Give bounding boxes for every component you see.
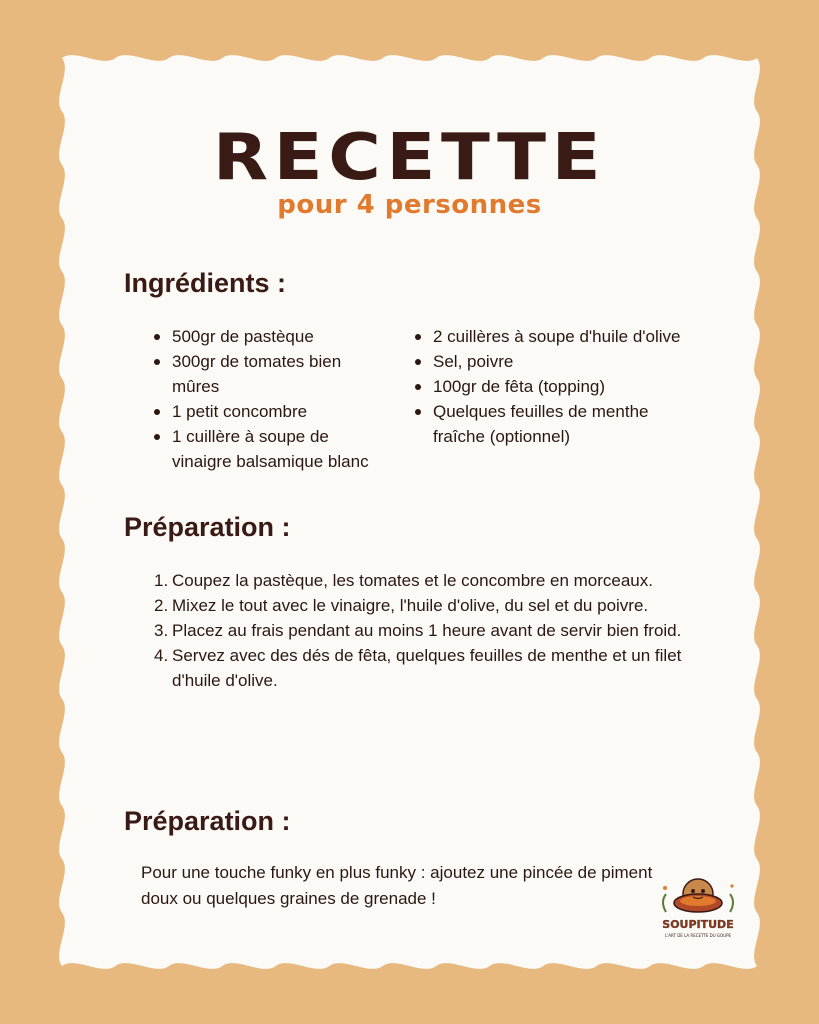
- preparation-heading: Préparation :: [124, 512, 291, 542]
- ingredients-list-right: [415, 324, 685, 449]
- ingredients-list-left: [154, 324, 384, 474]
- soupitude-logo: [656, 872, 740, 942]
- step-number: 3.: [154, 621, 169, 640]
- logo-tagline: L'ART DE LA RECETTE DU GOUPE: [664, 933, 732, 938]
- tip-text: Pour une touche funky en plus funky : ajoutez une pincée de piment doux ou quelques graines de grenade !: [141, 863, 653, 908]
- page-subtitle: pour 4 personnes: [277, 190, 542, 220]
- step-text: Coupez la pastèque, les tomates et le concombre en morceaux.: [172, 571, 653, 590]
- list-item: Quelques feuilles de menthe fraîche (optionnel): [415, 399, 685, 449]
- step-item: [154, 643, 684, 693]
- step-text: Mixez le tout avec le vinaigre, l'huile d'olive, du sel et du poivre.: [172, 596, 649, 615]
- list-item: 1 cuillère à soupe de vinaigre balsamique blanc: [154, 424, 384, 474]
- list-item: 300gr de tomates bien mûres: [154, 349, 384, 399]
- step-number: 1.: [154, 571, 169, 590]
- logo-name: SOUPITUDE: [662, 918, 734, 931]
- step-number: 4.: [154, 646, 169, 665]
- list-item: 2 cuillères à soupe d'huile d'olive: [415, 324, 685, 349]
- step-item: [154, 568, 684, 593]
- page-title: RECETTE: [212, 121, 607, 195]
- step-text: Placez au frais pendant au moins 1 heure avant de servir bien froid.: [172, 621, 682, 640]
- preparation-steps: [154, 568, 684, 693]
- list-item: Sel, poivre: [415, 349, 685, 374]
- list-item: 500gr de pastèque: [154, 324, 384, 349]
- step-item: [154, 593, 684, 618]
- step-text: Servez avec des dés de fêta, quelques feuilles de menthe et un filet d'huile d'olive.: [172, 646, 682, 690]
- ingredients-heading: Ingrédients :: [124, 268, 287, 298]
- step-number: 2.: [154, 596, 169, 615]
- list-item: 100gr de fêta (topping): [415, 374, 685, 399]
- tip-heading: Préparation :: [124, 806, 291, 836]
- list-item: 1 petit concombre: [154, 399, 384, 424]
- step-item: [154, 618, 684, 643]
